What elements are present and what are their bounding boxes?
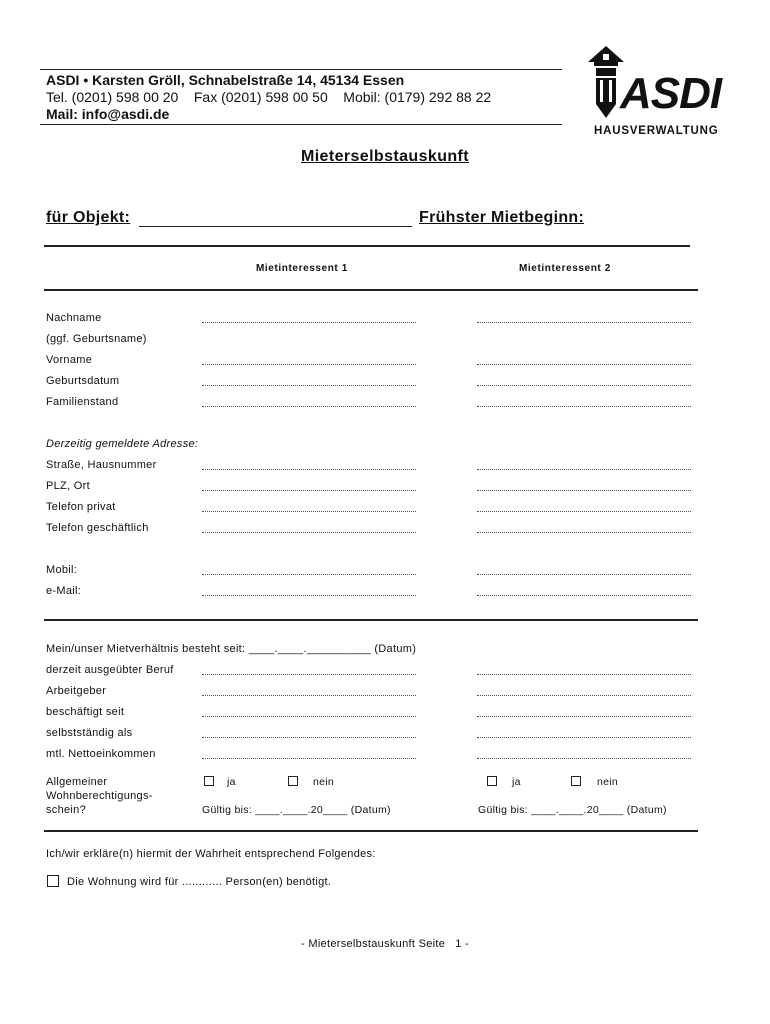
field-familienstand-2[interactable] — [477, 406, 691, 408]
field-vorname-1[interactable] — [202, 364, 416, 366]
label-einkommen: mtl. Nettoeinkommen — [46, 748, 156, 760]
field-tel-privat-1[interactable] — [202, 511, 416, 513]
sender-phone-line: Tel. (0201) 598 00 20 Fax (0201) 598 00 50 Mobil: (0179) 292 88 22 — [46, 89, 492, 105]
wbs-label-1: Allgemeiner — [46, 776, 108, 788]
wbs-label-2: Wohnberechtigungs- — [46, 790, 153, 802]
logo-subtitle: HAUSVERWALTUNG — [594, 125, 719, 137]
wbs-ja-checkbox-2[interactable] — [487, 776, 497, 786]
wbs-valid-until-2[interactable]: Gültig bis: ____.____.20____ (Datum) — [478, 804, 667, 816]
label-beruf: derzeit ausgeübter Beruf — [46, 664, 174, 676]
field-beschaeftigt-2[interactable] — [477, 716, 691, 718]
label-email: e-Mail: — [46, 585, 82, 597]
field-einkommen-2[interactable] — [477, 758, 691, 760]
row-arbeitgeber — [46, 685, 706, 701]
label-arbeitgeber: Arbeitgeber — [46, 685, 107, 697]
field-arbeitgeber-1[interactable] — [202, 695, 416, 697]
row-tel-geschaeftlich — [46, 522, 706, 538]
wbs-nein-checkbox-2[interactable] — [571, 776, 581, 786]
object-field[interactable] — [139, 226, 412, 227]
field-strasse-1[interactable] — [202, 469, 416, 471]
field-strasse-2[interactable] — [477, 469, 691, 471]
field-vorname-2[interactable] — [477, 364, 691, 366]
declaration-intro: Ich/wir erkläre(n) hiermit der Wahrheit entsprechend Folgendes: — [46, 848, 376, 860]
wbs-valid-until-1[interactable]: Gültig bis: ____.____.20____ (Datum) — [202, 804, 391, 816]
field-plz-2[interactable] — [477, 490, 691, 492]
wbs-ja-checkbox-1[interactable] — [204, 776, 214, 786]
field-beruf-1[interactable] — [202, 674, 416, 676]
divider — [44, 289, 698, 291]
field-arbeitgeber-2[interactable] — [477, 695, 691, 697]
label-plz: PLZ, Ort — [46, 480, 90, 492]
field-email-1[interactable] — [202, 595, 416, 597]
field-einkommen-1[interactable] — [202, 758, 416, 760]
field-email-2[interactable] — [477, 595, 691, 597]
row-beruf — [46, 664, 706, 680]
label-beschaeftigt: beschäftigt seit — [46, 706, 125, 718]
row-mobil — [46, 564, 706, 580]
field-mobil-1[interactable] — [202, 574, 416, 576]
label-selbststaendig: selbstständig als — [46, 727, 133, 739]
label-mietverhaeltnis[interactable]: Mein/unser Mietverhältnis besteht seit: ____.____.__________ (Datum) — [46, 643, 417, 655]
field-selbststaendig-2[interactable] — [477, 737, 691, 739]
row-selbststaendig — [46, 727, 706, 743]
row-strasse — [46, 459, 706, 475]
field-geburtsdatum-1[interactable] — [202, 385, 416, 387]
row-geburtsdatum — [46, 375, 706, 391]
field-mobil-2[interactable] — [477, 574, 691, 576]
row-beschaeftigt — [46, 706, 706, 722]
company-logo — [584, 44, 734, 140]
wbs-nein-label-1: nein — [313, 776, 335, 788]
label-nachname: Nachname — [46, 312, 102, 324]
address-heading: Derzeitig gemeldete Adresse: — [46, 438, 199, 450]
object-label: für Objekt: — [46, 209, 131, 226]
field-nachname-2[interactable] — [477, 322, 691, 324]
wbs-nein-checkbox-1[interactable] — [288, 776, 298, 786]
row-plz — [46, 480, 706, 496]
row-mietverhaeltnis — [46, 643, 706, 659]
field-beschaeftigt-1[interactable] — [202, 716, 416, 718]
field-familienstand-1[interactable] — [202, 406, 416, 408]
row-einkommen — [46, 748, 706, 764]
row-address-heading — [46, 438, 706, 454]
wbs-label-3: schein? — [46, 804, 87, 816]
row-vorname — [46, 354, 706, 370]
divider — [44, 830, 698, 832]
sender-address: ASDI • Karsten Gröll, Schnabelstraße 14, 45134 Essen — [46, 72, 405, 88]
persons-checkbox[interactable] — [47, 875, 59, 887]
field-tel-privat-2[interactable] — [477, 511, 691, 513]
field-tel-geschaeftlich-1[interactable] — [202, 532, 416, 534]
row-nachname — [46, 312, 706, 328]
label-strasse: Straße, Hausnummer — [46, 459, 157, 471]
column-header-2: Mietinteressent 2 — [519, 263, 611, 274]
field-plz-1[interactable] — [202, 490, 416, 492]
field-tel-geschaeftlich-2[interactable] — [477, 532, 691, 534]
label-tel-geschaeftlich: Telefon geschäftlich — [46, 522, 149, 534]
wbs-nein-label-2: nein — [597, 776, 619, 788]
column-header-1: Mietinteressent 1 — [256, 263, 348, 274]
label-geburtsname: (ggf. Geburtsname) — [46, 333, 147, 345]
document-title: Mieterselbstauskunft — [300, 148, 470, 165]
logo-brand: ASDI — [620, 69, 722, 118]
wbs-ja-label-1: ja — [227, 776, 236, 788]
label-vorname: Vorname — [46, 354, 93, 366]
label-familienstand: Familienstand — [46, 396, 119, 408]
divider — [44, 619, 698, 621]
sender-header — [40, 69, 562, 125]
field-geburtsdatum-2[interactable] — [477, 385, 691, 387]
row-geburtsname — [46, 333, 706, 349]
divider — [44, 245, 690, 247]
wbs-ja-label-2: ja — [512, 776, 521, 788]
label-geburtsdatum: Geburtsdatum — [46, 375, 120, 387]
page-footer: - Mieterselbstauskunft Seite 1 - — [301, 938, 469, 950]
sender-email: Mail: info@asdi.de — [46, 106, 170, 122]
label-mobil: Mobil: — [46, 564, 78, 576]
label-tel-privat: Telefon privat — [46, 501, 116, 513]
field-selbststaendig-1[interactable] — [202, 737, 416, 739]
row-tel-privat — [46, 501, 706, 517]
row-familienstand — [46, 396, 706, 412]
field-nachname-1[interactable] — [202, 322, 416, 324]
row-email — [46, 585, 706, 601]
start-date-label: Frühster Mietbeginn: — [419, 209, 585, 226]
persons-statement: Die Wohnung wird für ............ Person(en) benötigt. — [67, 876, 332, 888]
field-beruf-2[interactable] — [477, 674, 691, 676]
